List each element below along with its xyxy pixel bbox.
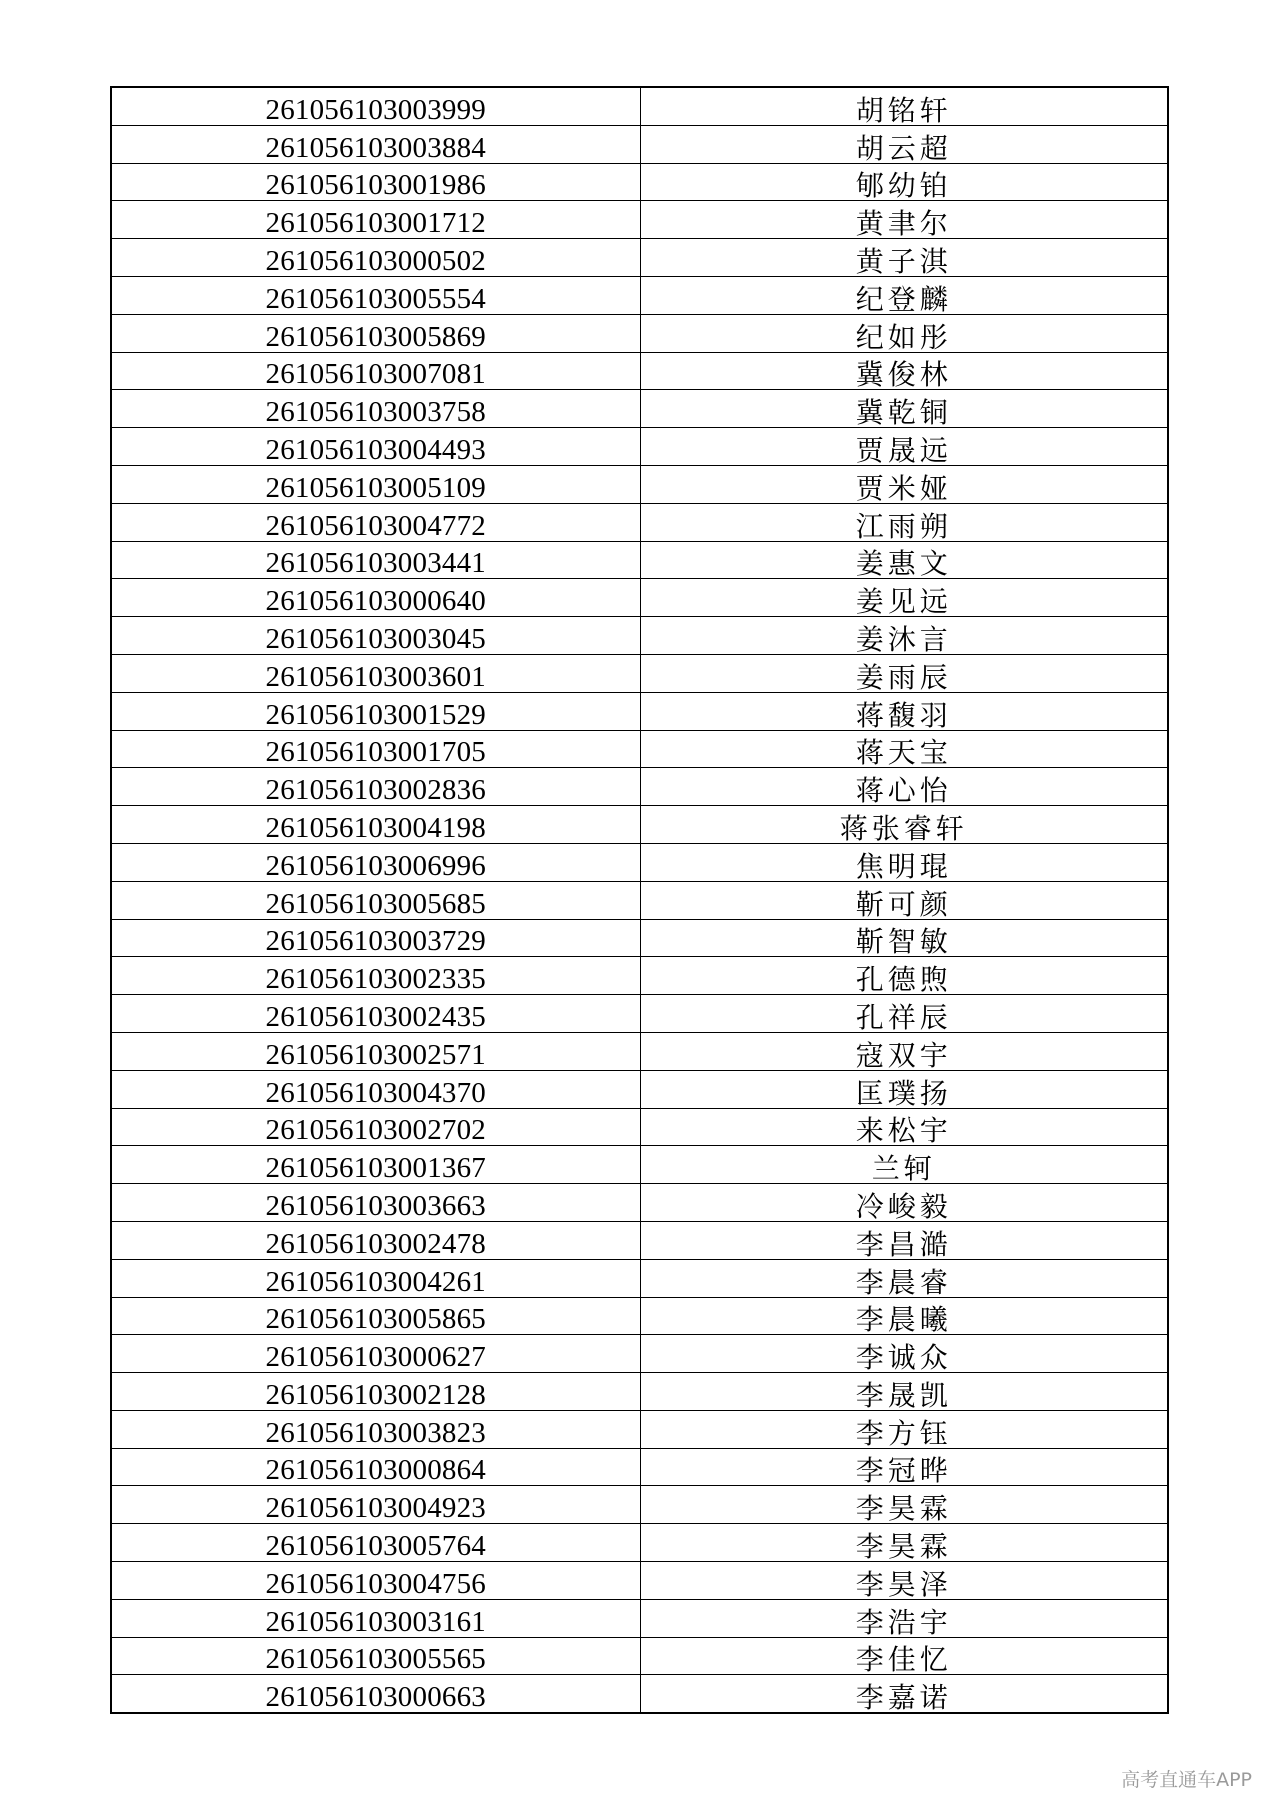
table-row xyxy=(111,352,1168,390)
table-row xyxy=(111,1032,1168,1070)
table-row xyxy=(111,87,1168,125)
table-row xyxy=(111,163,1168,201)
candidate-name-cell: 李冠晔 xyxy=(640,1448,1168,1486)
candidate-name-cell: 匡璞扬 xyxy=(640,1070,1168,1108)
candidate-name-cell: 李嘉诺 xyxy=(640,1675,1168,1713)
candidate-id-cell: 261056103003161 xyxy=(111,1599,640,1637)
candidate-name-cell: 李诚众 xyxy=(640,1335,1168,1373)
table-row xyxy=(111,1070,1168,1108)
candidate-name-cell: 来松宇 xyxy=(640,1108,1168,1146)
candidate-id-cell: 261056103005685 xyxy=(111,881,640,919)
candidate-name-cell: 寇双宇 xyxy=(640,1032,1168,1070)
table-row xyxy=(111,428,1168,466)
candidate-name-cell: 冷峻毅 xyxy=(640,1184,1168,1222)
candidate-name-cell: 蒋馥羽 xyxy=(640,692,1168,730)
candidate-name-cell: 姜雨辰 xyxy=(640,654,1168,692)
candidate-name-cell: 姜惠文 xyxy=(640,541,1168,579)
table-row xyxy=(111,1448,1168,1486)
watermark-text: 高考直通车APP xyxy=(1121,1769,1252,1791)
candidate-id-cell: 261056103002435 xyxy=(111,995,640,1033)
candidate-id-cell: 261056103000864 xyxy=(111,1448,640,1486)
candidate-id-cell: 261056103003999 xyxy=(111,87,640,125)
candidate-id-cell: 261056103004756 xyxy=(111,1562,640,1600)
candidate-id-cell: 261056103002335 xyxy=(111,957,640,995)
candidate-id-cell: 261056103001367 xyxy=(111,1146,640,1184)
table-row xyxy=(111,843,1168,881)
roster-table xyxy=(110,86,1169,1714)
candidate-name-cell: 纪如彤 xyxy=(640,314,1168,352)
candidate-id-cell: 261056103003601 xyxy=(111,654,640,692)
candidate-name-cell: 冀乾铜 xyxy=(640,390,1168,428)
candidate-id-cell: 261056103001986 xyxy=(111,163,640,201)
candidate-name-cell: 郇幼铂 xyxy=(640,163,1168,201)
table-row xyxy=(111,1108,1168,1146)
candidate-id-cell: 261056103004370 xyxy=(111,1070,640,1108)
table-row xyxy=(111,314,1168,352)
candidate-id-cell: 261056103004198 xyxy=(111,806,640,844)
candidate-id-cell: 261056103002128 xyxy=(111,1373,640,1411)
candidate-name-cell: 李晟凯 xyxy=(640,1373,1168,1411)
candidate-name-cell: 孔祥辰 xyxy=(640,995,1168,1033)
table-row xyxy=(111,1221,1168,1259)
candidate-name-cell: 胡云超 xyxy=(640,125,1168,163)
candidate-name-cell: 李昌澔 xyxy=(640,1221,1168,1259)
table-row xyxy=(111,1486,1168,1524)
candidate-name-cell: 李昊泽 xyxy=(640,1562,1168,1600)
candidate-name-cell: 黄子淇 xyxy=(640,239,1168,277)
table-row xyxy=(111,1259,1168,1297)
candidate-name-cell: 姜见远 xyxy=(640,579,1168,617)
table-row xyxy=(111,692,1168,730)
candidate-id-cell: 261056103003729 xyxy=(111,919,640,957)
candidate-name-cell: 李佳忆 xyxy=(640,1637,1168,1675)
candidate-id-cell: 261056103005764 xyxy=(111,1524,640,1562)
table-row xyxy=(111,503,1168,541)
candidate-name-cell: 李昊霖 xyxy=(640,1486,1168,1524)
table-row xyxy=(111,1184,1168,1222)
table-row xyxy=(111,1599,1168,1637)
candidate-id-cell: 261056103005554 xyxy=(111,276,640,314)
candidate-id-cell: 261056103002571 xyxy=(111,1032,640,1070)
table-row xyxy=(111,1524,1168,1562)
table-row xyxy=(111,806,1168,844)
candidate-name-cell: 孔德煦 xyxy=(640,957,1168,995)
candidate-name-cell: 兰轲 xyxy=(640,1146,1168,1184)
table-row xyxy=(111,881,1168,919)
candidate-name-cell: 李晨睿 xyxy=(640,1259,1168,1297)
table-row xyxy=(111,239,1168,277)
candidate-name-cell: 蒋天宝 xyxy=(640,730,1168,768)
candidate-id-cell: 261056103006996 xyxy=(111,843,640,881)
candidate-id-cell: 261056103001712 xyxy=(111,201,640,239)
table-row xyxy=(111,541,1168,579)
candidate-name-cell: 李晨曦 xyxy=(640,1297,1168,1335)
candidate-id-cell: 261056103005109 xyxy=(111,465,640,503)
candidate-name-cell: 江雨朔 xyxy=(640,503,1168,541)
candidate-id-cell: 261056103004772 xyxy=(111,503,640,541)
candidate-id-cell: 261056103003758 xyxy=(111,390,640,428)
table-row xyxy=(111,579,1168,617)
table-row xyxy=(111,390,1168,428)
table-row xyxy=(111,1373,1168,1411)
candidate-id-cell: 261056103002702 xyxy=(111,1108,640,1146)
candidate-name-cell: 焦明琨 xyxy=(640,843,1168,881)
table-row xyxy=(111,919,1168,957)
candidate-id-cell: 261056103005565 xyxy=(111,1637,640,1675)
table-row xyxy=(111,1297,1168,1335)
candidate-id-cell: 261056103000663 xyxy=(111,1675,640,1713)
candidate-id-cell: 261056103005865 xyxy=(111,1297,640,1335)
candidate-name-cell: 李昊霖 xyxy=(640,1524,1168,1562)
candidate-name-cell: 纪登麟 xyxy=(640,276,1168,314)
candidate-name-cell: 李浩宇 xyxy=(640,1599,1168,1637)
candidate-name-cell: 黄聿尔 xyxy=(640,201,1168,239)
candidate-name-cell: 蒋心怡 xyxy=(640,768,1168,806)
table-row xyxy=(111,1335,1168,1373)
candidate-id-cell: 261056103002836 xyxy=(111,768,640,806)
roster-table-body xyxy=(111,87,1168,1713)
candidate-name-cell: 蒋张睿轩 xyxy=(640,806,1168,844)
candidate-name-cell: 靳可颜 xyxy=(640,881,1168,919)
table-row xyxy=(111,1146,1168,1184)
table-row xyxy=(111,768,1168,806)
candidate-name-cell: 姜沐言 xyxy=(640,617,1168,655)
table-row xyxy=(111,1637,1168,1675)
candidate-id-cell: 261056103001529 xyxy=(111,692,640,730)
candidate-name-cell: 贾米娅 xyxy=(640,465,1168,503)
table-row xyxy=(111,617,1168,655)
candidate-id-cell: 261056103003441 xyxy=(111,541,640,579)
candidate-id-cell: 261056103000640 xyxy=(111,579,640,617)
candidate-id-cell: 261056103004261 xyxy=(111,1259,640,1297)
table-row xyxy=(111,730,1168,768)
table-row xyxy=(111,957,1168,995)
table-row xyxy=(111,995,1168,1033)
candidate-id-cell: 261056103000627 xyxy=(111,1335,640,1373)
table-row xyxy=(111,201,1168,239)
candidate-id-cell: 261056103003663 xyxy=(111,1184,640,1222)
table-row xyxy=(111,1562,1168,1600)
candidate-id-cell: 261056103003884 xyxy=(111,125,640,163)
candidate-name-cell: 靳智敏 xyxy=(640,919,1168,957)
candidate-id-cell: 261056103003045 xyxy=(111,617,640,655)
table-row xyxy=(111,465,1168,503)
candidate-id-cell: 261056103004493 xyxy=(111,428,640,466)
candidate-id-cell: 261056103004923 xyxy=(111,1486,640,1524)
candidate-id-cell: 261056103000502 xyxy=(111,239,640,277)
candidate-id-cell: 261056103005869 xyxy=(111,314,640,352)
candidate-id-cell: 261056103003823 xyxy=(111,1410,640,1448)
candidate-name-cell: 李方钰 xyxy=(640,1410,1168,1448)
candidate-name-cell: 贾晟远 xyxy=(640,428,1168,466)
candidate-id-cell: 261056103002478 xyxy=(111,1221,640,1259)
table-row xyxy=(111,1410,1168,1448)
candidate-name-cell: 胡铭轩 xyxy=(640,87,1168,125)
table-row xyxy=(111,276,1168,314)
candidate-id-cell: 261056103007081 xyxy=(111,352,640,390)
table-row xyxy=(111,1675,1168,1713)
table-row xyxy=(111,654,1168,692)
candidate-id-cell: 261056103001705 xyxy=(111,730,640,768)
candidate-name-cell: 冀俊林 xyxy=(640,352,1168,390)
table-row xyxy=(111,125,1168,163)
